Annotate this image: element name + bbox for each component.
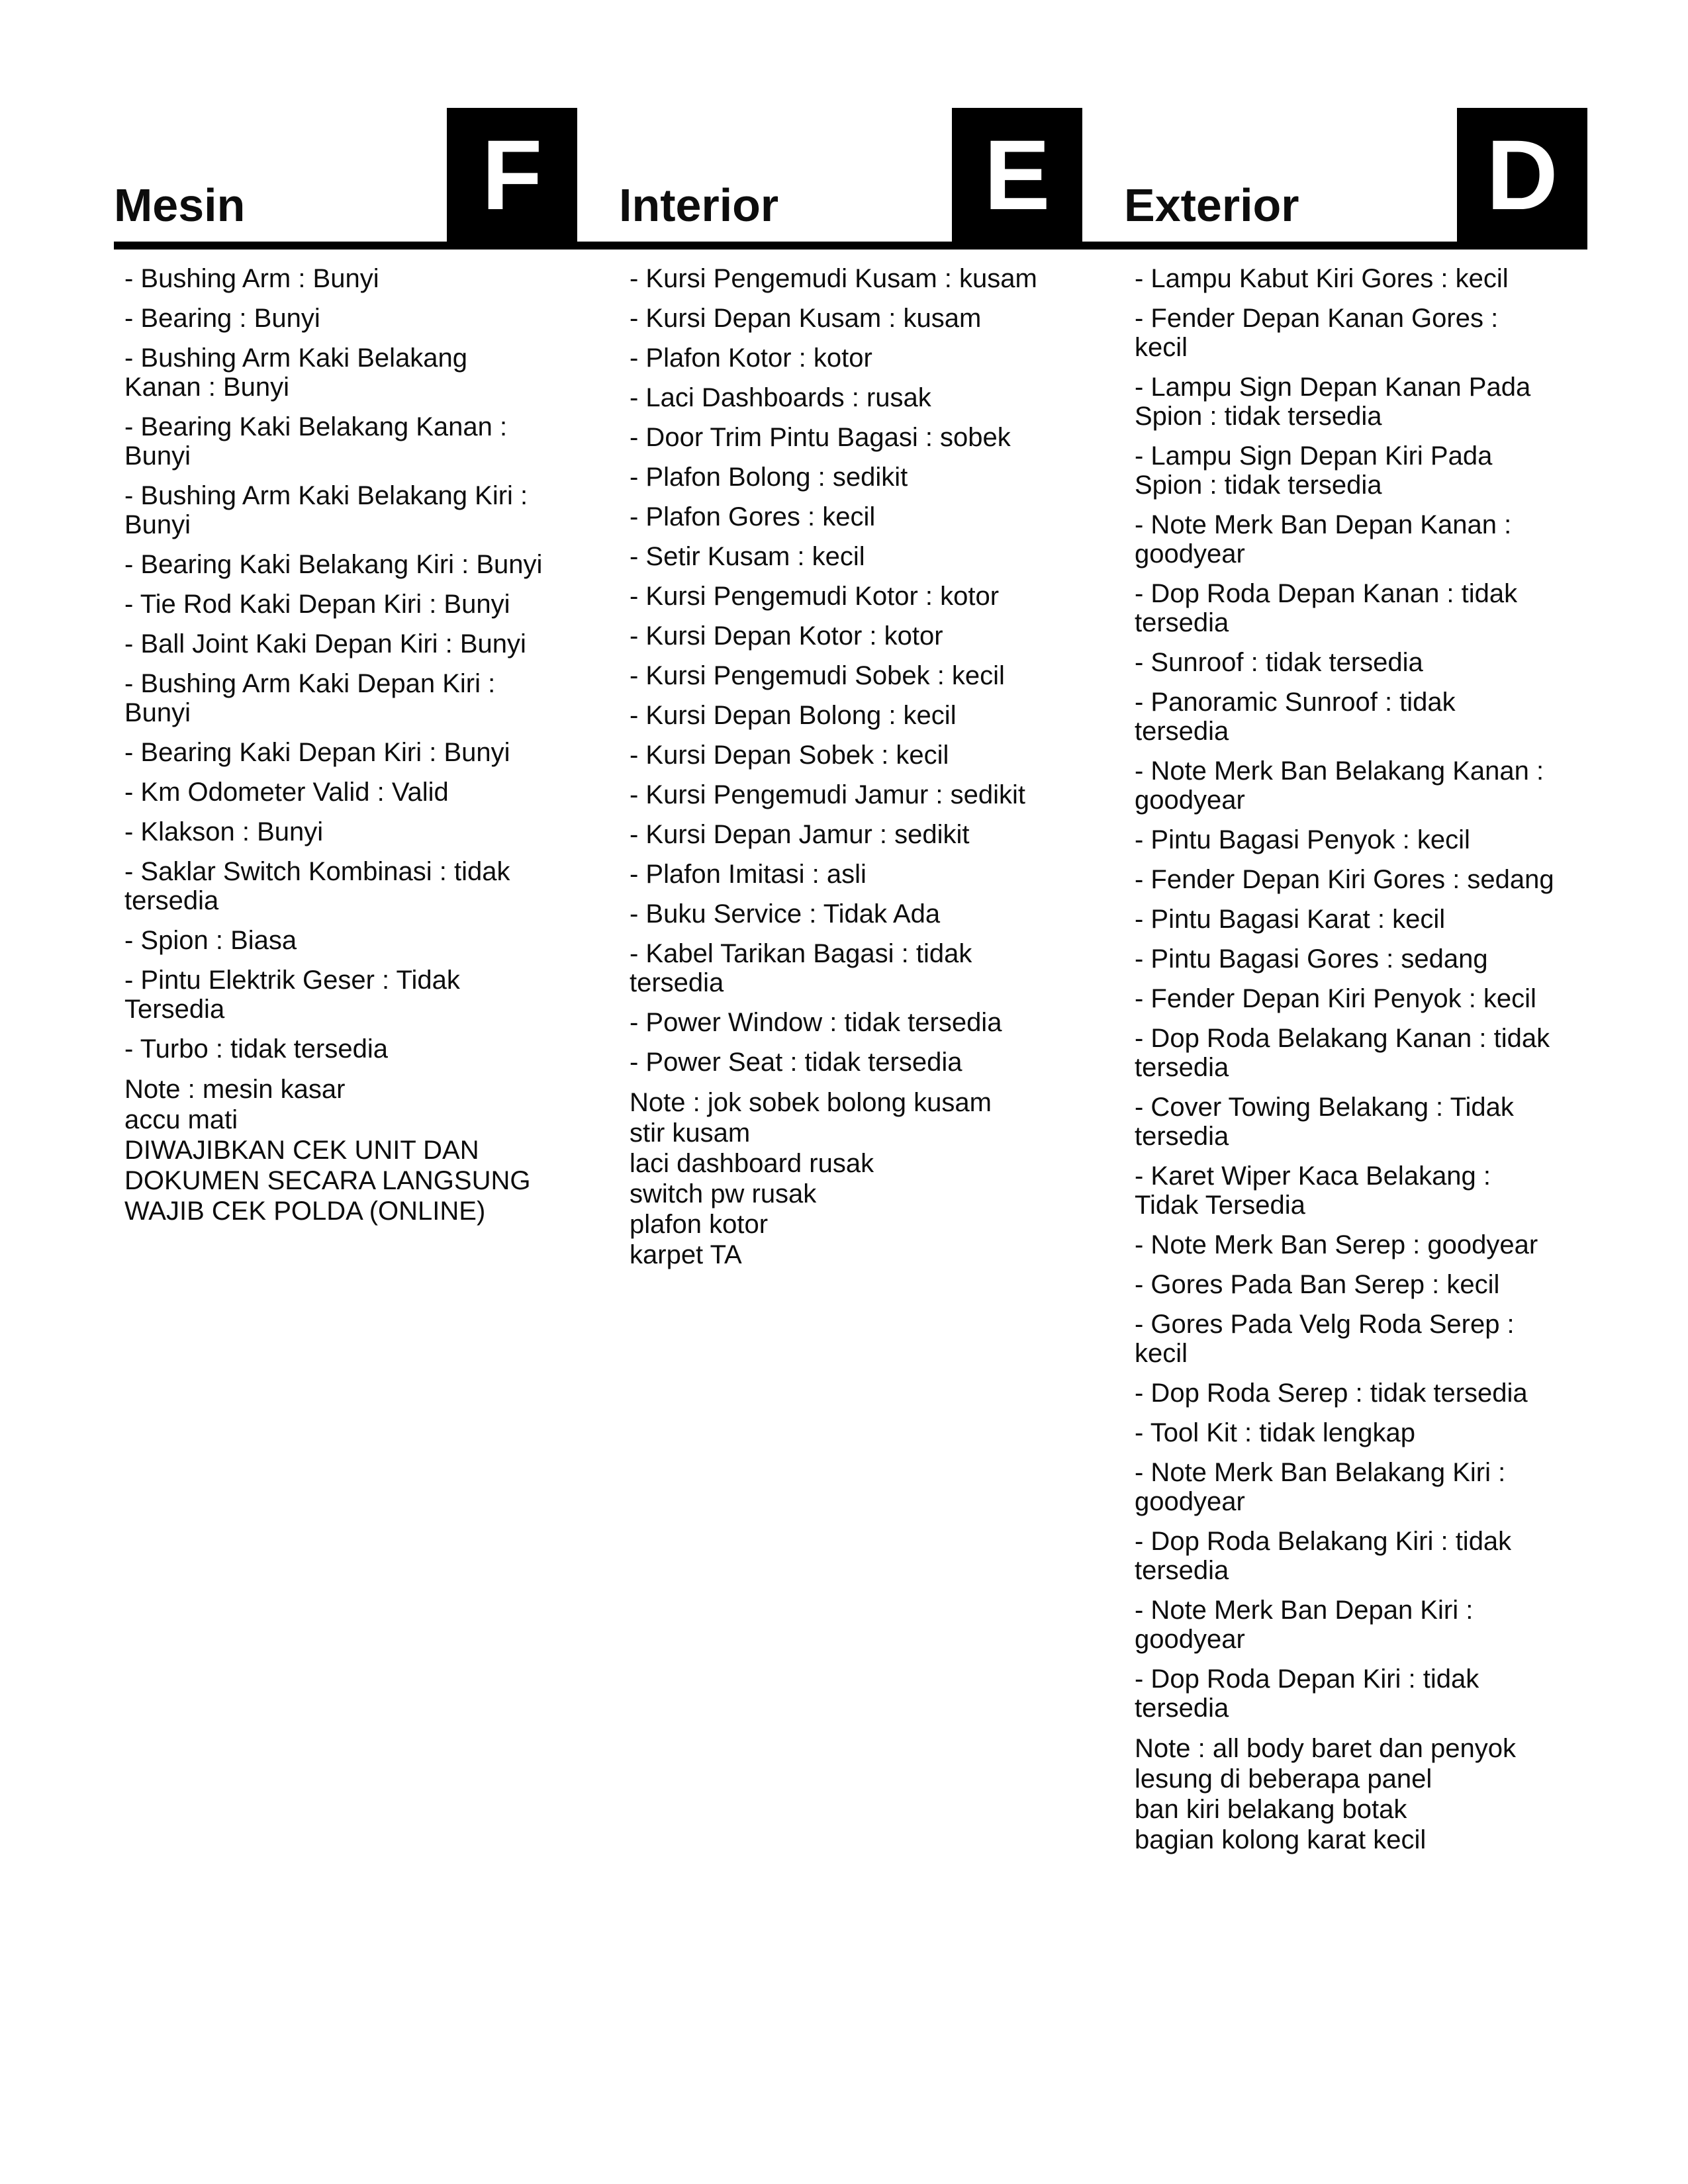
inspection-item: - Panoramic Sunroof : tidak tersedia [1135, 688, 1456, 746]
item-list-exterior [1135, 264, 1587, 1723]
inspection-item: - Pintu Bagasi Penyok : kecil [1135, 825, 1470, 854]
inspection-item: - Km Odometer Valid : Valid [124, 778, 449, 807]
inspection-item: - Dop Roda Belakang Kanan : tidak tersedia [1135, 1024, 1550, 1082]
section-header-exterior [1124, 108, 1587, 242]
section-header-interior [619, 108, 1082, 242]
inspection-item: - Karet Wiper Kaca Belakang : Tidak Tersedia [1135, 1161, 1491, 1220]
note-block-interior [630, 1087, 1082, 1270]
inspection-item: - Kursi Pengemudi Kotor : kotor [630, 582, 1000, 611]
inspection-item: - Kursi Pengemudi Kusam : kusam [630, 264, 1037, 293]
grade-badge-interior [952, 108, 1082, 242]
inspection-item: - Kursi Depan Kotor : kotor [630, 621, 943, 651]
column-interior [619, 264, 1082, 1855]
note-line: Note : jok sobek bolong kusam [630, 1088, 992, 1117]
inspection-item: - Tie Rod Kaki Depan Kiri : Bunyi [124, 590, 510, 619]
inspection-item: - Pintu Elektrik Geser : Tidak Tersedia [124, 966, 460, 1024]
section-header-row [114, 108, 1587, 242]
inspection-item: - Dop Roda Depan Kiri : tidak tersedia [1135, 1664, 1479, 1723]
inspection-item: - Bearing : Bunyi [124, 304, 320, 333]
note-block-mesin [124, 1074, 577, 1226]
inspection-item: - Bushing Arm : Bunyi [124, 264, 379, 293]
inspection-item: - Pintu Bagasi Karat : kecil [1135, 905, 1446, 934]
inspection-item: - Kursi Pengemudi Jamur : sedikit [630, 780, 1026, 809]
inspection-item: - Kursi Depan Sobek : kecil [630, 741, 949, 770]
inspection-item: - Note Merk Ban Belakang Kanan : goodyear [1135, 756, 1544, 815]
inspection-item: - Kabel Tarikan Bagasi : tidak tersedia [630, 939, 972, 997]
section-title-mesin: Mesin [114, 179, 246, 231]
inspection-item: - Lampu Kabut Kiri Gores : kecil [1135, 264, 1509, 293]
item-list-mesin [124, 264, 577, 1064]
inspection-item: - Note Merk Ban Depan Kanan : goodyear [1135, 510, 1512, 569]
inspection-item: - Lampu Sign Depan Kanan Pada Spion : tidak tersedia [1135, 373, 1531, 431]
note-line: stir kusam [630, 1118, 751, 1148]
item-list-interior [630, 264, 1082, 1077]
inspection-item: - Plafon Gores : kecil [630, 502, 876, 531]
inspection-item: - Dop Roda Belakang Kiri : tidak tersedia [1135, 1527, 1512, 1585]
section-header-mesin [114, 108, 577, 242]
note-line: DOKUMEN SECARA LANGSUNG [124, 1166, 531, 1195]
note-line: bagian kolong karat kecil [1135, 1825, 1427, 1854]
column-exterior [1124, 264, 1587, 1855]
inspection-item: - Bearing Kaki Belakang Kanan : Bunyi [124, 412, 508, 471]
inspection-item: - Klakson : Bunyi [124, 817, 324, 846]
inspection-item: - Bushing Arm Kaki Depan Kiri : Bunyi [124, 669, 496, 727]
inspection-item: - Turbo : tidak tersedia [124, 1034, 388, 1064]
note-block-exterior [1135, 1733, 1587, 1855]
inspection-item: - Note Merk Ban Belakang Kiri : goodyear [1135, 1458, 1506, 1516]
inspection-item: - Setir Kusam : kecil [630, 542, 865, 571]
note-line: plafon kotor [630, 1210, 769, 1239]
header-divider-rule [114, 242, 1587, 250]
inspection-item: - Fender Depan Kiri Gores : sedang [1135, 865, 1554, 894]
inspection-item: - Note Merk Ban Serep : goodyear [1135, 1230, 1538, 1259]
note-line: Note : mesin kasar [124, 1075, 346, 1104]
note-line: karpet TA [630, 1240, 742, 1269]
inspection-item: - Lampu Sign Depan Kiri Pada Spion : tidak tersedia [1135, 441, 1493, 500]
inspection-item: - Pintu Bagasi Gores : sedang [1135, 944, 1488, 974]
section-title-exterior: Exterior [1124, 179, 1299, 231]
note-line: WAJIB CEK POLDA (ONLINE) [124, 1197, 486, 1226]
note-line: ban kiri belakang botak [1135, 1795, 1407, 1824]
note-line: laci dashboard rusak [630, 1149, 874, 1178]
inspection-item: - Plafon Bolong : sedikit [630, 463, 908, 492]
inspection-item: - Bushing Arm Kaki Belakang Kiri : Bunyi [124, 481, 528, 539]
inspection-item: - Gores Pada Ban Serep : kecil [1135, 1270, 1500, 1299]
inspection-item: - Dop Roda Depan Kanan : tidak tersedia [1135, 579, 1518, 637]
section-columns [114, 264, 1587, 1855]
inspection-item: - Power Window : tidak tersedia [630, 1008, 1002, 1037]
section-title-interior: Interior [619, 179, 779, 231]
inspection-item: - Kursi Pengemudi Sobek : kecil [630, 661, 1005, 690]
inspection-item: - Ball Joint Kaki Depan Kiri : Bunyi [124, 629, 526, 659]
inspection-item: - Laci Dashboards : rusak [630, 383, 931, 412]
inspection-item: - Kursi Depan Bolong : kecil [630, 701, 957, 730]
inspection-item: - Sunroof : tidak tersedia [1135, 648, 1423, 677]
inspection-item: - Spion : Biasa [124, 926, 297, 955]
inspection-item: - Kursi Depan Kusam : kusam [630, 304, 982, 333]
inspection-item: - Tool Kit : tidak lengkap [1135, 1418, 1415, 1447]
inspection-item: - Bushing Arm Kaki Belakang Kanan : Bunyi [124, 343, 468, 402]
note-line: DIWAJIBKAN CEK UNIT DAN [124, 1136, 479, 1165]
inspection-item: - Cover Towing Belakang : Tidak tersedia [1135, 1093, 1514, 1151]
inspection-item: - Fender Depan Kanan Gores : kecil [1135, 304, 1499, 362]
grade-letter-exterior: D [1486, 118, 1558, 230]
grade-letter-interior: E [984, 118, 1051, 230]
inspection-item: - Plafon Imitasi : asli [630, 860, 867, 889]
inspection-item: - Gores Pada Velg Roda Serep : kecil [1135, 1310, 1515, 1368]
inspection-item: - Buku Service : Tidak Ada [630, 899, 941, 929]
inspection-item: - Plafon Kotor : kotor [630, 343, 872, 373]
column-mesin [114, 264, 577, 1855]
inspection-item: - Door Trim Pintu Bagasi : sobek [630, 423, 1011, 452]
report-content [114, 108, 1587, 1855]
inspection-item: - Bearing Kaki Belakang Kiri : Bunyi [124, 550, 543, 579]
inspection-item: - Bearing Kaki Depan Kiri : Bunyi [124, 738, 510, 767]
inspection-item: - Note Merk Ban Depan Kiri : goodyear [1135, 1596, 1474, 1654]
note-line: switch pw rusak [630, 1179, 817, 1208]
inspection-item: - Fender Depan Kiri Penyok : kecil [1135, 984, 1536, 1013]
note-line: lesung di beberapa panel [1135, 1764, 1432, 1794]
note-line: accu mati [124, 1105, 238, 1134]
note-line: Note : all body baret dan penyok [1135, 1734, 1516, 1763]
inspection-item: - Saklar Switch Kombinasi : tidak tersedia [124, 857, 510, 915]
grade-badge-exterior [1457, 108, 1587, 242]
grade-letter-mesin: F [481, 118, 543, 230]
grade-badge-mesin [447, 108, 577, 242]
inspection-item: - Dop Roda Serep : tidak tersedia [1135, 1379, 1528, 1408]
inspection-item: - Power Seat : tidak tersedia [630, 1048, 962, 1077]
inspection-item: - Kursi Depan Jamur : sedikit [630, 820, 970, 849]
